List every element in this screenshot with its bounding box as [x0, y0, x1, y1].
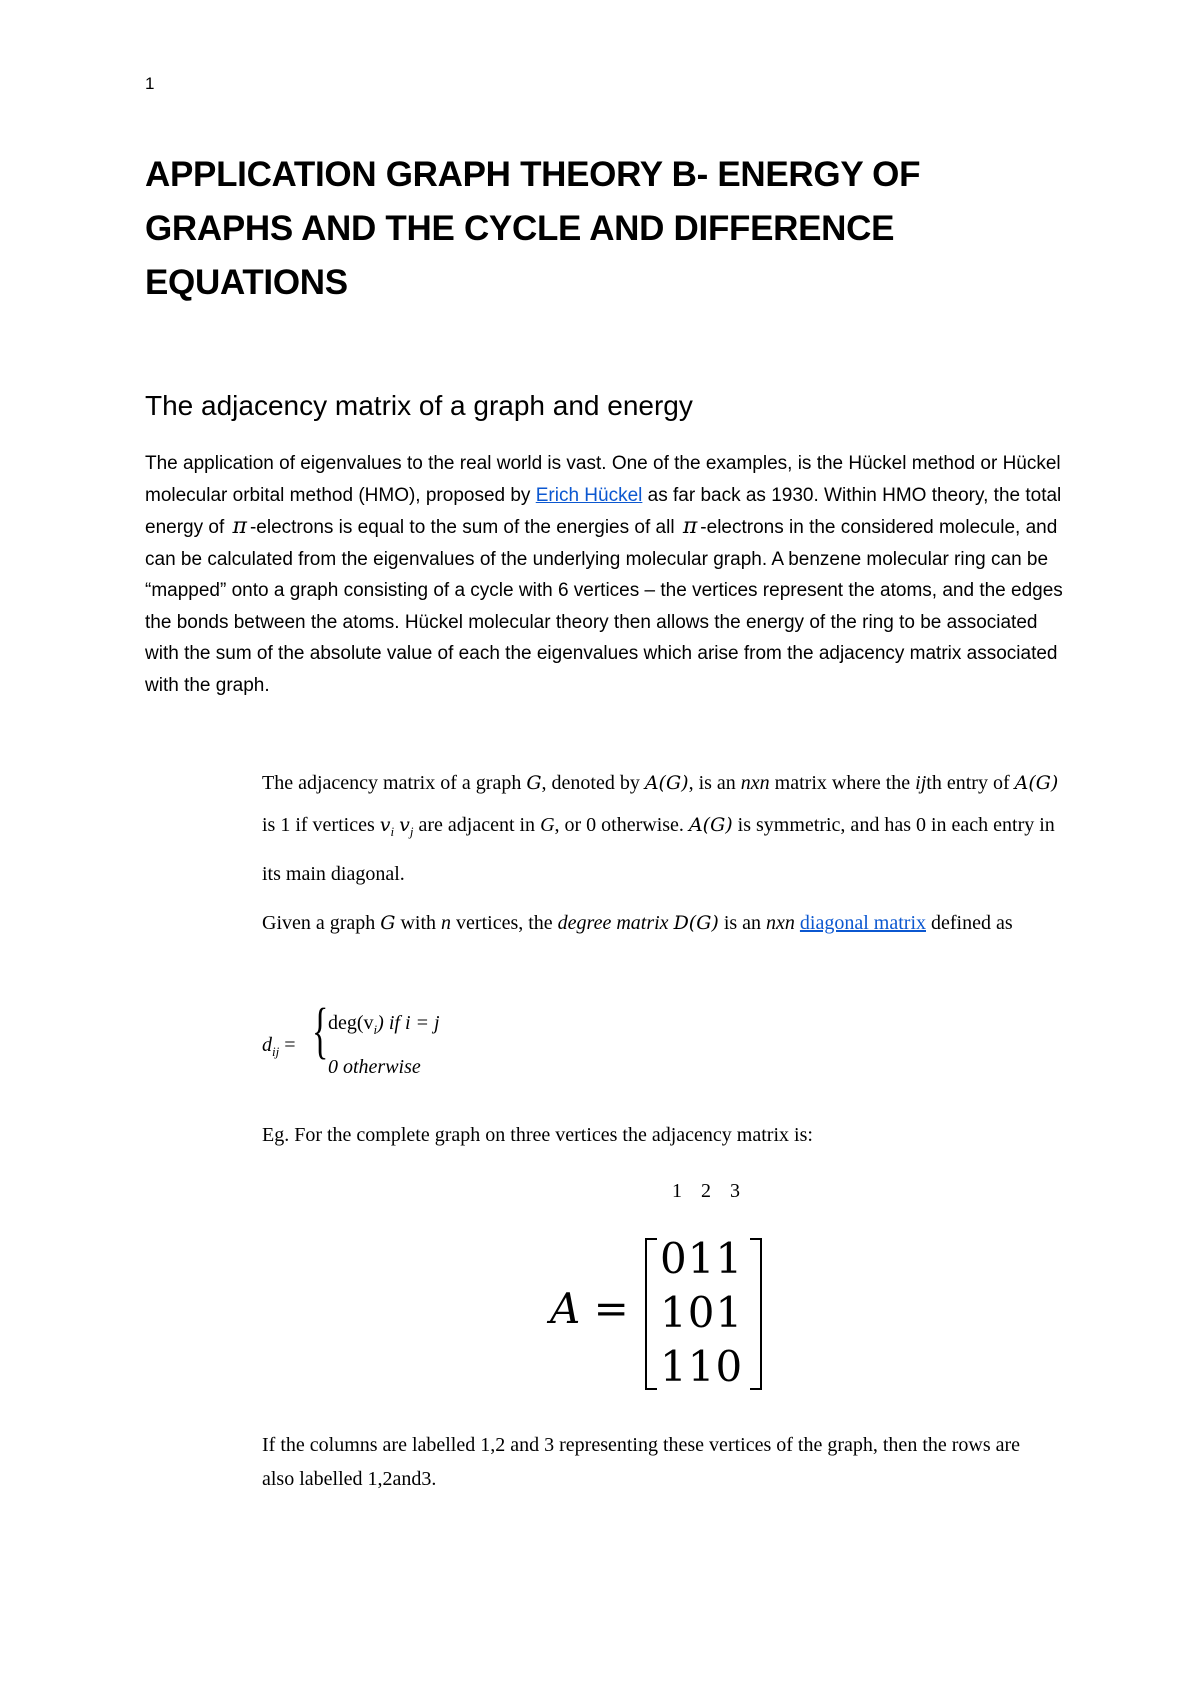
formula-case-2: 0 otherwise: [328, 1056, 421, 1078]
formula-case-1: $deg(v_i)$ if i = j: [328, 1012, 440, 1037]
matrix-rows: [660, 1232, 743, 1394]
intro-paragraph: The application of eigenvalues to the real world is vast. One of the examples, is the Hückel method or Hückel molecular orbital method (HMO), proposed by Erich Hückel as far back as 1930. Within HMO theory, the total energy of π -electrons is equal to the sum of the energies of all π -electrons in the considered molecule, and can be calculated from the eigenvalues of the underlying molecular graph. A benzene molecular ring can be “mapped” onto a graph consisting of a cycle with 6 vertices – the vertices represent the atoms, and the edges the bonds between the atoms. Hückel molecular theory then allows the energy of the ring to be associated with the sum of the absolute value of each the eigenvalues which arise from the adjacency matrix associated with the graph.: [145, 453, 1063, 696]
adjacency-definition: The adjacency matrix of a graph G, denoted by A(G), is an nxn matrix where the ijth entry of A(G) is 1 if vertices $v_i$ $v_j$ are adjacent in G, or 0 otherwise. A(G) is symmetric, and has 0 in each entry in its main diagonal.: [262, 772, 1059, 885]
matrix-column-labels: 1 2 3: [672, 1180, 740, 1202]
left-bracket: [645, 1238, 657, 1390]
erich-huckel-link[interactable]: Erich Hückel: [535, 484, 643, 506]
right-bracket: [750, 1238, 762, 1390]
degree-matrix-definition: Given a graph G with n vertices, the degree matrix D(G) is an nxn diagonal matrix defined as: [262, 912, 1013, 934]
matrix-label: A =: [550, 1284, 629, 1333]
document-title: APPLICATION GRAPH THEORY B- ENERGY OF GRAPHS AND THE CYCLE AND DIFFERENCE EQUATIONS: [145, 155, 921, 302]
pi-symbol: π: [682, 514, 698, 539]
adjacency-matrix: [550, 1234, 790, 1391]
conclusion-paragraph: If the columns are labelled 1,2 and 3 representing these vertices of the graph, then the rows are also labelled 1,2and3.: [262, 1434, 1021, 1490]
matrix-row: 101: [660, 1288, 744, 1337]
matrix-row: 110: [660, 1342, 744, 1391]
section-heading: The adjacency matrix of a graph and energy: [145, 390, 693, 421]
matrix-row: 011: [660, 1234, 744, 1283]
example-text: Eg. For the complete graph on three vertices the adjacency matrix is:: [262, 1124, 813, 1146]
left-brace: {: [312, 997, 329, 1065]
formula-lhs: $d_{ij}$ =: [262, 1034, 296, 1059]
pi-symbol: π: [232, 514, 247, 539]
diagonal-matrix-link[interactable]: diagonal matrix: [799, 912, 926, 934]
page-number: 1: [145, 74, 155, 93]
